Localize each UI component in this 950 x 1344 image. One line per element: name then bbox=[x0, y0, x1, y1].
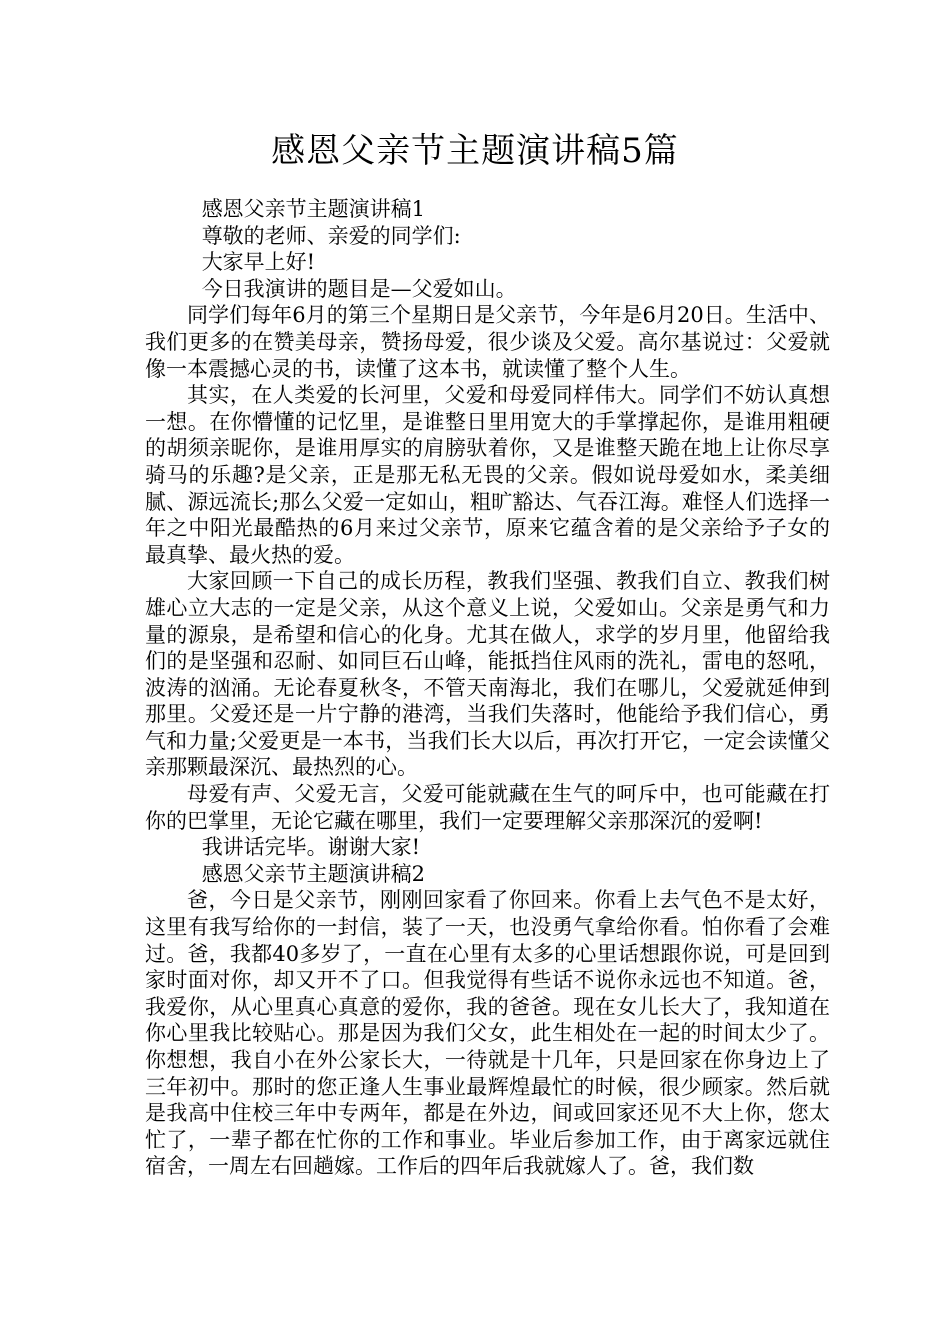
paragraph: 我讲话完毕。谢谢大家! bbox=[201, 835, 421, 860]
document-title: 感恩父亲节主题演讲稿5篇 bbox=[271, 131, 679, 171]
section-heading: 感恩父亲节主题演讲稿1 bbox=[201, 197, 426, 221]
paragraph: 爸，今日是父亲节，刚刚回家看了你回来。你看上去气色不是太好，这里有我写给你的一封信，装了一天，也没勇气拿给你看。怕你看了会难过。爸，我都40多岁了，一直在心里有太多的心里话想跟你说，可是回到家时面对你，却又开不了口。但我觉得有些话不说你永远也不知道。爸，我爱你，从心里真心真意的爱你，我的爸爸。现在女儿长大了，我知道在你心里我比较贴心。那是因为我们父女，此生相处在一起的时间太少了。你想想，我自小在外公家长大，一待就是十几年，只是回家在你身边上了三年初中。那时的您正逢人生事业最辉煌最忙的时候，很少顾家。然后就是我高中住校三年中专两年，都是在外边，间或回家还见不大上你，您太忙了，一辈子都在忙你的工作和事业。毕业后参加工作，由于离家远就住宿舍，一周左右回趟嫁。工作后的四年后我就嫁人了。爸，我们数 bbox=[145, 888, 830, 1179]
paragraph: 今日我演讲的题目是—父爱如山。 bbox=[201, 276, 517, 301]
paragraph: 同学们每年6月的第三个星期日是父亲节，今年是6月20日。生活中、我们更多的在赞美母亲，赞扬母爱，很少谈及父爱。高尔基说过：父爱就像一本震撼心灵的书，读懂了这本书，就读懂了整个人生。 bbox=[145, 303, 830, 381]
paragraph: 大家回顾一下自己的成长历程，教我们坚强、教我们自立、教我们树雄心立大志的一定是父亲，从这个意义上说，父爱如山。父亲是勇气和力量的源泉，是希望和信心的化身。尤其在做人，求学的岁月里，他留给我们的是坚强和忍耐、如同巨石山峰，能抵挡住风雨的洗礼，雷电的怒吼，波涛的汹涌。无论春夏秋冬，不管天南海北，我们在哪儿，父爱就延伸到那里。父爱还是一片宁静的港湾，当我们失落时，他能给予我们信心，勇气和力量;父爱更是一本书，当我们长大以后，再次打开它，一定会读懂父亲那颗最深沉、最热烈的心。 bbox=[145, 569, 830, 780]
paragraph: 尊敬的老师、亲爱的同学们: bbox=[201, 223, 461, 248]
section-heading: 感恩父亲节主题演讲稿2 bbox=[201, 861, 426, 886]
paragraph: 母爱有声、父爱无言，父爱可能就藏在生气的呵斥中，也可能藏在打你的巴掌里，无论它藏在哪里，我们一定要理解父亲那深沉的爱啊! bbox=[145, 782, 830, 833]
paragraph: 大家早上好! bbox=[201, 250, 316, 275]
document-body bbox=[145, 196, 830, 1180]
paragraph: 其实，在人类爱的长河里，父爱和母爱同样伟大。同学们不妨认真想一想。在你懵懂的记忆里，是谁整日里用宽大的手掌撑起你，是谁用粗硬的胡须亲昵你，是谁用厚实的肩膀驮着你，又是谁整天跪在地上让你尽享骑马的乐趣?是父亲，正是那无私无畏的父亲。假如说母爱如水，柔美细腻、源远流长;那么父爱一定如山，粗旷豁达、气吞江海。难怪人们选择一年之中阳光最酷热的6月来过父亲节，原来它蕴含着的是父亲给予子女的最真挚、最火热的爱。 bbox=[145, 383, 830, 567]
